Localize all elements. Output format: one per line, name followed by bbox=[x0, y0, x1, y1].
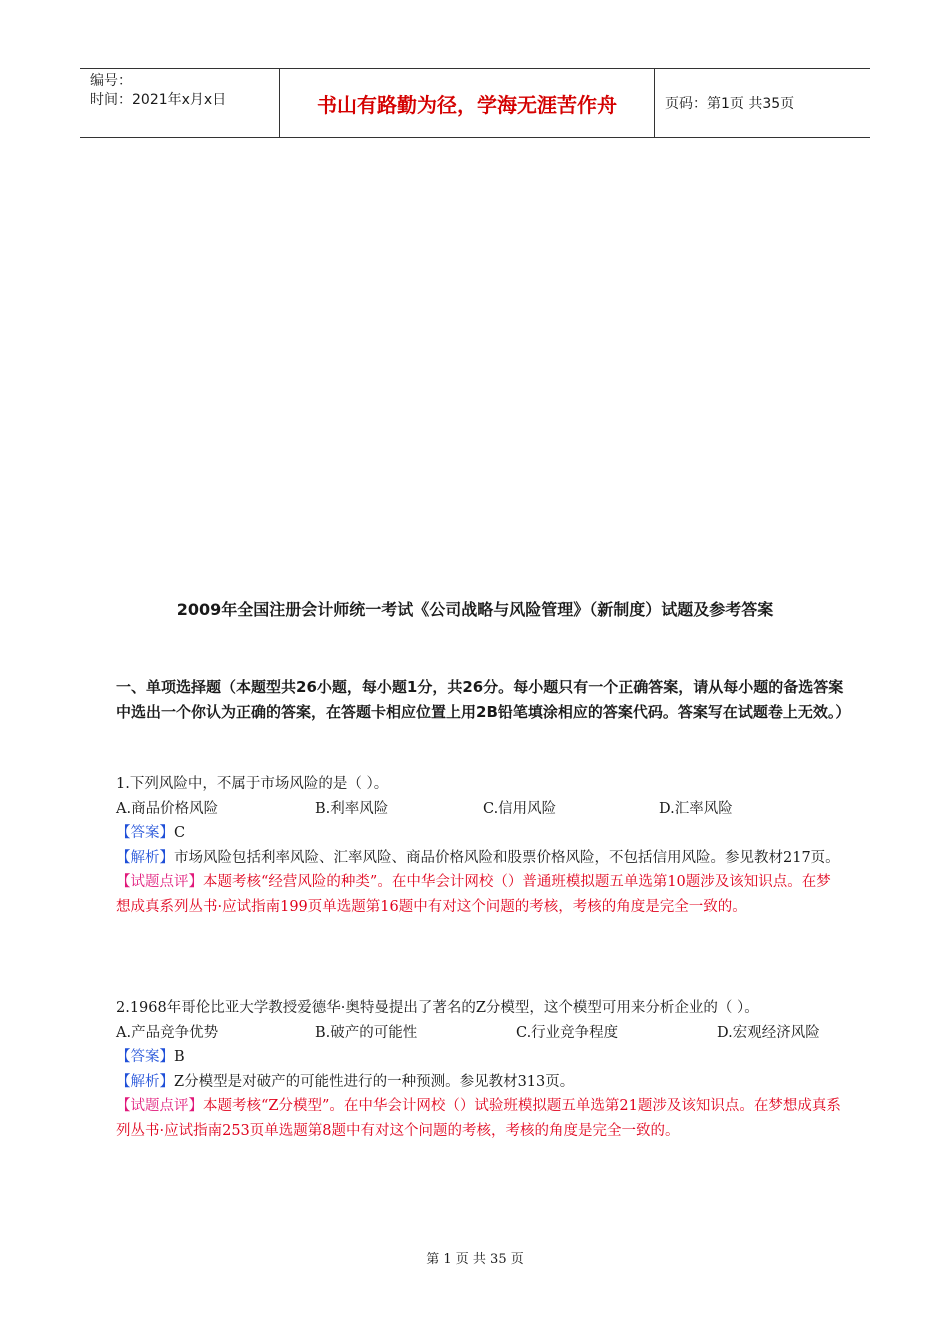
answer-value: B bbox=[174, 1049, 185, 1065]
header-page-label: 页码：第1页 共35页 bbox=[665, 96, 795, 112]
analysis-text: Z分模型是对破产的可能性进行的一种预测。参见教材313页。 bbox=[174, 1073, 575, 1090]
page-header bbox=[80, 68, 870, 138]
analysis-text: 市场风险包括利率风险、汇率风险、商品价格风险和股票价格风险，不包括信用风险。参见教材217页。 bbox=[174, 849, 840, 866]
review-text: 本题考核“Z分模型”。在中华会计网校（）试验班模拟题五单选第21题涉及该知识点。在梦想成真系列丛书·应试指南253页单选题第8题中有对这个问题的考核，考核的角度是完全一致的。 bbox=[116, 1098, 841, 1139]
question-2 bbox=[116, 996, 844, 1143]
question-stem: 1.下列风险中，不属于市场风险的是（ ）。 bbox=[116, 776, 389, 792]
review-tag: 【试题点评】 bbox=[116, 1098, 203, 1114]
option-b: B.利率风险 bbox=[315, 800, 389, 817]
option-c: C.信用风险 bbox=[483, 800, 557, 817]
answer-tag: 【答案】 bbox=[116, 1049, 174, 1065]
option-c: C.行业竞争程度 bbox=[516, 1024, 619, 1041]
question-stem: 2.1968年哥伦比亚大学教授爱德华·奥特曼提出了著名的Z分模型，这个模型可用来分析企业的（ ）。 bbox=[116, 1000, 759, 1016]
question-options bbox=[116, 1021, 844, 1046]
header-left-cell bbox=[80, 69, 280, 137]
review-line bbox=[116, 1094, 844, 1143]
answer-line bbox=[116, 1045, 844, 1070]
option-b: B.破产的可能性 bbox=[315, 1024, 418, 1041]
section-heading: 一、单项选择题（本题型共26小题，每小题1分，共26分。每小题只有一个正确答案，请从每小题的备选答案中选出一个你认为正确的答案，在答题卡相应位置上用2B铅笔填涂相应的答案代码。答案写在试题卷上无效。） bbox=[116, 678, 851, 721]
page-footer: 第 1 页 共 35 页 bbox=[426, 1252, 524, 1267]
review-tag: 【试题点评】 bbox=[116, 874, 203, 890]
header-motto: 书山有路勤为径，学海无涯苦作舟 bbox=[280, 69, 655, 137]
analysis-tag: 【解析】 bbox=[116, 1073, 174, 1090]
answer-tag: 【答案】 bbox=[116, 825, 174, 841]
option-d: D.汇率风险 bbox=[659, 800, 733, 817]
answer-line bbox=[116, 821, 844, 846]
review-line bbox=[116, 870, 844, 919]
option-d: D.宏观经济风险 bbox=[717, 1024, 820, 1041]
question-options bbox=[116, 797, 844, 822]
option-a: A.商品价格风险 bbox=[116, 800, 219, 817]
question-1 bbox=[116, 772, 844, 919]
document-title: 2009年全国注册会计师统一考试《公司战略与风险管理》（新制度）试题及参考答案 bbox=[176, 600, 774, 619]
review-text: 本题考核“经营风险的种类”。在中华会计网校（）普通班模拟题五单选第10题涉及该知识点。在梦想成真系列丛书·应试指南199页单选题第16题中有对这个问题的考核，考核的角度是完全一致的。 bbox=[116, 874, 831, 915]
analysis-line bbox=[116, 846, 844, 871]
header-time-label: 时间：2021年x月x日 bbox=[90, 92, 227, 108]
header-number-label: 编号： bbox=[90, 73, 132, 89]
analysis-line bbox=[116, 1070, 844, 1095]
analysis-tag: 【解析】 bbox=[116, 849, 174, 866]
option-a: A.产品竞争优势 bbox=[116, 1024, 219, 1041]
answer-value: C bbox=[174, 825, 186, 841]
